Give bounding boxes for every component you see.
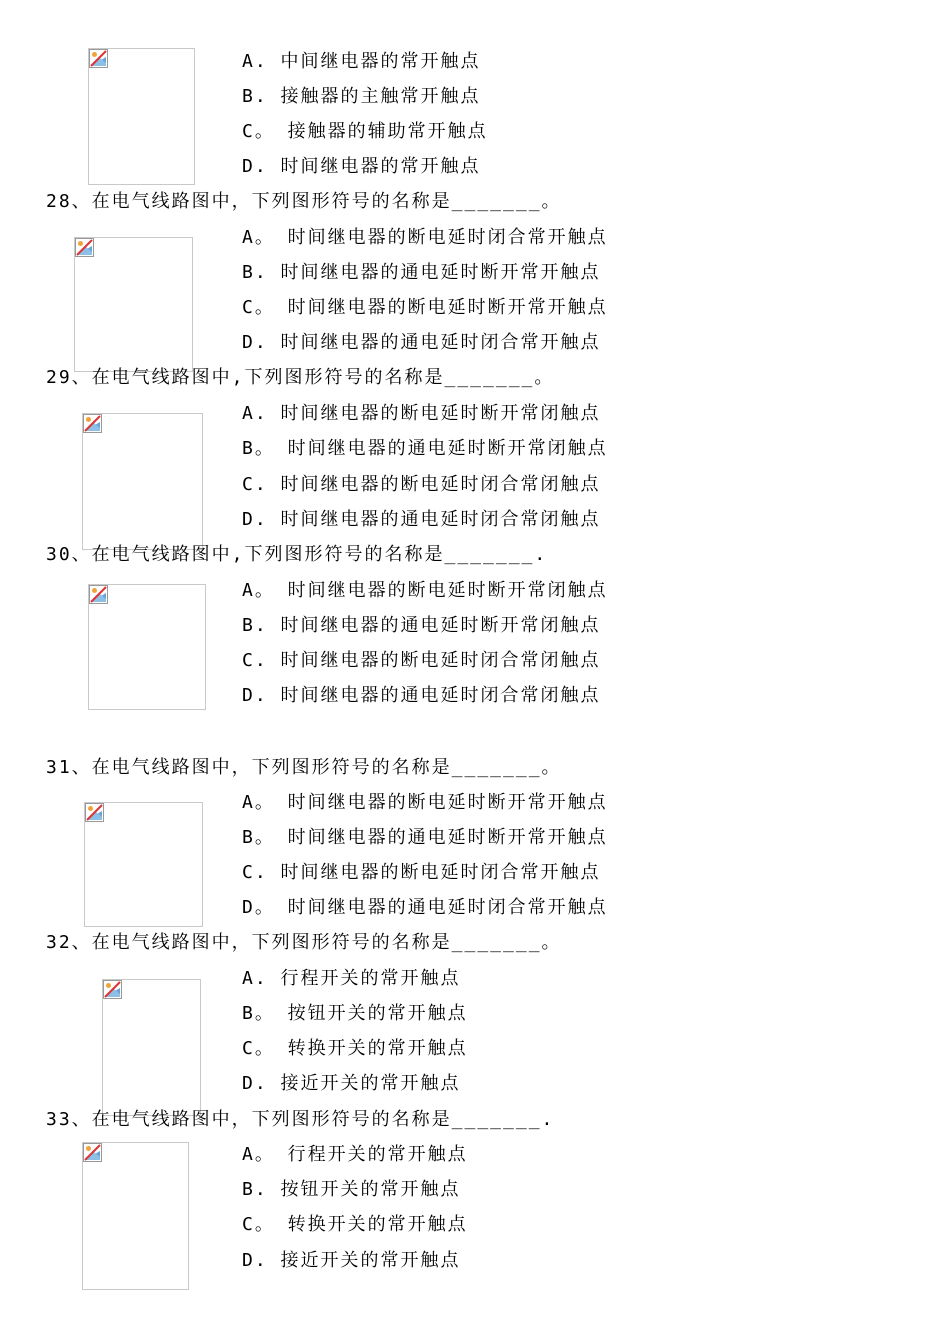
question-33-figure	[82, 1142, 189, 1290]
question-32-option-d: D. 接近开关的常开触点	[242, 1073, 461, 1094]
question-29-stem: 29、在电气线路图中,下列图形符号的名称是_______。	[46, 367, 555, 388]
question-33-option-b: B. 按钮开关的常开触点	[242, 1179, 461, 1200]
question-29-option-c: C. 时间继电器的断电延时闭合常闭触点	[242, 474, 601, 495]
broken-image-icon	[83, 1143, 103, 1163]
broken-image-icon	[103, 980, 123, 1000]
question-30-option-c: C. 时间继电器的断电延时闭合常闭触点	[242, 650, 601, 671]
broken-image-icon	[83, 414, 103, 434]
question-30-option-a: A。 时间继电器的断电延时断开常闭触点	[242, 580, 608, 601]
question-30-stem: 30、在电气线路图中,下列图形符号的名称是_______.	[46, 544, 548, 565]
question-30-option-d: D. 时间继电器的通电延时闭合常闭触点	[242, 685, 601, 706]
question-28-option-d: D. 时间继电器的通电延时闭合常开触点	[242, 332, 601, 353]
question-28-figure	[74, 237, 193, 372]
question-29-option-b: B。 时间继电器的通电延时断开常闭触点	[242, 438, 608, 459]
question-31-figure	[84, 802, 203, 927]
question-27-option-c: C。 接触器的辅助常开触点	[242, 121, 488, 142]
question-31-option-d: D。 时间继电器的通电延时闭合常开触点	[242, 897, 608, 918]
question-27-figure	[88, 48, 195, 185]
broken-image-icon	[89, 49, 109, 69]
question-30-figure	[88, 584, 206, 710]
question-33-option-d: D. 接近开关的常开触点	[242, 1250, 461, 1271]
question-32-option-c: C。 转换开关的常开触点	[242, 1038, 468, 1059]
question-28-stem: 28、在电气线路图中，下列图形符号的名称是_______。	[46, 191, 562, 212]
question-33-stem: 33、在电气线路图中，下列图形符号的名称是_______.	[46, 1109, 555, 1130]
question-32-figure	[102, 979, 201, 1116]
question-31-option-a: A。 时间继电器的断电延时断开常开触点	[242, 792, 608, 813]
question-30-option-b: B. 时间继电器的通电延时断开常闭触点	[242, 615, 601, 636]
question-29-option-d: D. 时间继电器的通电延时闭合常闭触点	[242, 509, 601, 530]
question-31-option-b: B。 时间继电器的通电延时断开常开触点	[242, 827, 608, 848]
question-28-option-a: A。 时间继电器的断电延时闭合常开触点	[242, 227, 608, 248]
question-29-option-a: A. 时间继电器的断电延时断开常闭触点	[242, 403, 601, 424]
question-28-option-c: C。 时间继电器的断电延时断开常开触点	[242, 297, 608, 318]
question-33-option-c: C。 转换开关的常开触点	[242, 1214, 468, 1235]
question-27-option-a: A. 中间继电器的常开触点	[242, 51, 481, 72]
question-29-figure	[82, 413, 203, 550]
broken-image-icon	[75, 238, 95, 258]
broken-image-icon	[89, 585, 109, 605]
question-32-option-b: B。 按钮开关的常开触点	[242, 1003, 468, 1024]
question-31-option-c: C. 时间继电器的断电延时闭合常开触点	[242, 862, 601, 883]
question-27-option-d: D. 时间继电器的常开触点	[242, 156, 481, 177]
question-32-stem: 32、在电气线路图中，下列图形符号的名称是_______。	[46, 932, 562, 953]
question-31-stem: 31、在电气线路图中，下列图形符号的名称是_______。	[46, 757, 562, 778]
question-27-option-b: B. 接触器的主触常开触点	[242, 86, 481, 107]
broken-image-icon	[85, 803, 105, 823]
question-28-option-b: B. 时间继电器的通电延时断开常开触点	[242, 262, 601, 283]
question-32-option-a: A. 行程开关的常开触点	[242, 968, 461, 989]
question-33-option-a: A。 行程开关的常开触点	[242, 1144, 468, 1165]
